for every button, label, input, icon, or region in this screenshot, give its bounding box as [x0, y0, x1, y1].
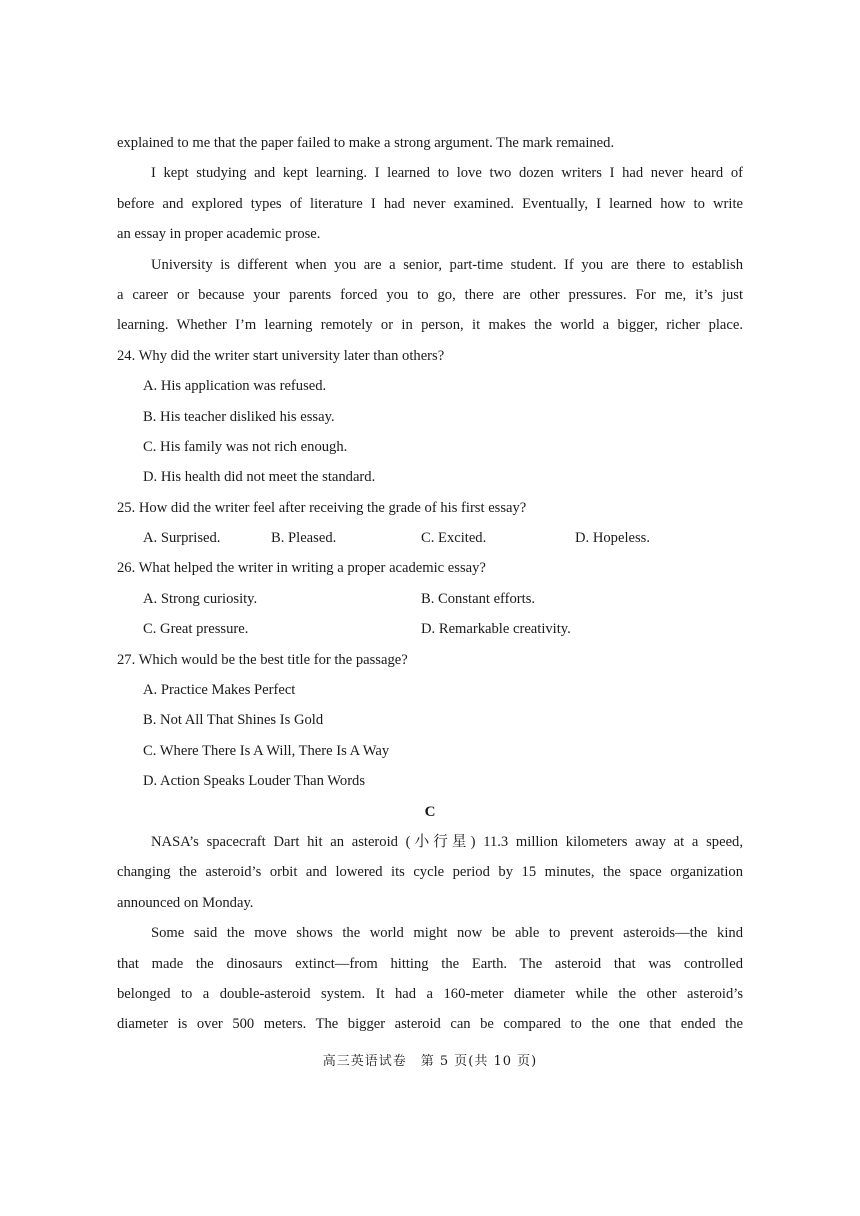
- question-25-stem: 25. How did the writer feel after receiving the grade of his first essay?: [117, 499, 527, 516]
- question-24-option-b: B. His teacher disliked his essay.: [143, 408, 335, 425]
- question-27-option-b: B. Not All That Shines Is Gold: [143, 712, 324, 729]
- question-25-option-a: A. Surprised.: [143, 530, 221, 547]
- question-24-option-a: A. His application was refused.: [143, 378, 327, 395]
- passage-c-line: that made the dinosaurs extinct—from hitting the Earth. The asteroid that was controlled: [117, 955, 743, 972]
- passage-b-line: an essay in proper academic prose.: [117, 226, 321, 243]
- passage-b-line: learning. Whether I’m learning remotely or in person, it makes the world a bigger, richer place.: [117, 317, 743, 334]
- question-26-option-b: B. Constant efforts.: [421, 590, 536, 607]
- passage-b-line: before and explored types of literature I had never examined. Eventually, I learned how to write: [117, 195, 743, 212]
- question-27-option-a: A. Practice Makes Perfect: [143, 682, 296, 699]
- passage-b-line: I kept studying and kept learning. I learned to love two dozen writers I had never heard of: [151, 165, 743, 182]
- passage-c-line: diameter is over 500 meters. The bigger asteroid can be compared to the one that ended the: [117, 1016, 743, 1033]
- passage-c-line: NASA’s spacecraft Dart hit an asteroid (小行星) 11.3 million kilometers away at a speed,: [151, 833, 743, 850]
- question-25-option-d: D. Hopeless.: [575, 530, 650, 547]
- question-25-option-c: C. Excited.: [421, 530, 487, 547]
- question-26-option-d: D. Remarkable creativity.: [421, 621, 571, 638]
- question-24-stem: 24. Why did the writer start university later than others?: [117, 347, 445, 364]
- question-26-stem: 26. What helped the writer in writing a proper academic essay?: [117, 560, 486, 577]
- exam-page: [117, 128, 743, 1040]
- question-27-stem: 27. Which would be the best title for the passage?: [117, 651, 408, 668]
- passage-c-line: belonged to a double-asteroid system. It had a 160-meter diameter while the other asteroid’s: [117, 985, 743, 1002]
- question-27-option-c: C. Where There Is A Will, There Is A Way: [143, 742, 390, 759]
- question-24-option-d: D. His health did not meet the standard.: [143, 469, 376, 486]
- question-26-options-row1: [117, 584, 743, 614]
- question-26-options-row2: [117, 614, 743, 644]
- question-25-option-b: B. Pleased.: [271, 530, 337, 547]
- page-footer: 高三英语试卷 第 5 页(共 10 页): [322, 1054, 538, 1069]
- question-27-option-d: D. Action Speaks Louder Than Words: [143, 773, 366, 790]
- passage-b-line: explained to me that the paper failed to make a strong argument. The mark remained.: [117, 135, 615, 151]
- section-letter-c: C: [424, 803, 436, 820]
- passage-b-line: a career or because your parents forced you to go, there are other pressures. For me, it’s just: [117, 286, 743, 303]
- passage-c-line: changing the asteroid’s orbit and lowered its cycle period by 15 minutes, the space organization: [117, 864, 743, 881]
- passage-b-line: University is different when you are a senior, part-time student. If you are there to establish: [151, 256, 743, 273]
- question-24-option-c: C. His family was not rich enough.: [143, 438, 348, 455]
- passage-c-line: Some said the move shows the world might now be able to prevent asteroids—the kind: [151, 925, 743, 942]
- question-26-option-a: A. Strong curiosity.: [143, 590, 258, 607]
- question-26-option-c: C. Great pressure.: [143, 621, 249, 638]
- question-25-options: [117, 523, 743, 553]
- passage-c-line: announced on Monday.: [117, 894, 254, 911]
